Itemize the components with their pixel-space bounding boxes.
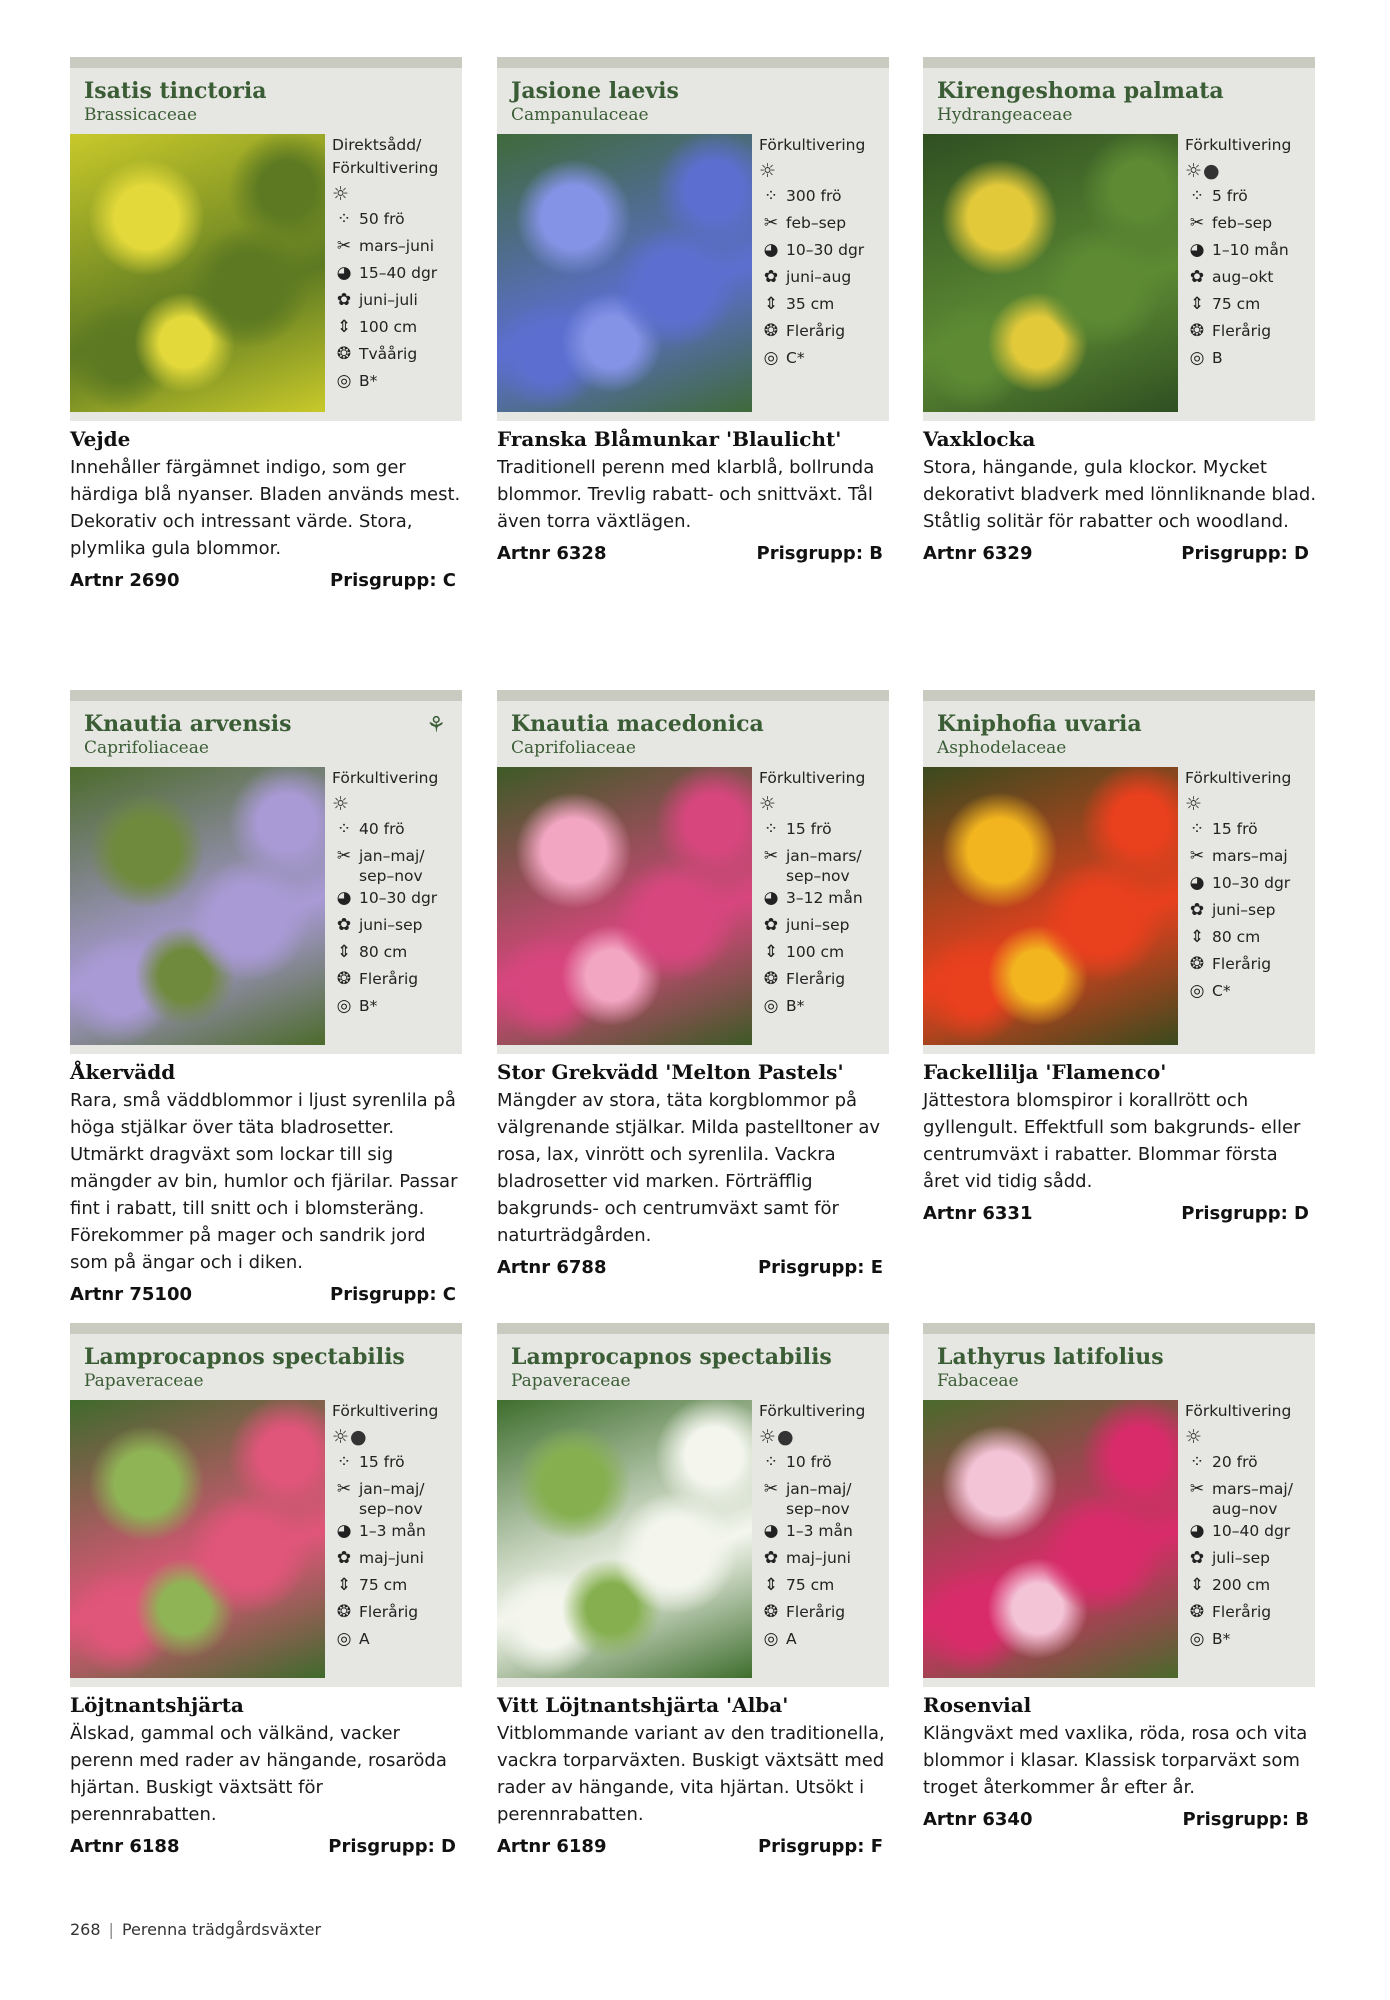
seed-count-icon: ⁘ [1189,1452,1205,1472]
fact-life: ❂ Tvåårig [332,342,460,369]
sowing-period-icon: ✂ [336,236,352,256]
height-icon: ⇕ [1189,294,1205,314]
cultivation-method: Direktsådd/ Förkultivering [332,136,439,177]
lifespan-icon: ❂ [336,344,352,364]
difficulty-icon: ◎ [763,1629,779,1649]
fact-height: ⇕ 100 cm [332,315,460,342]
fact-life: ❂ Flerårig [1185,1600,1313,1627]
difficulty-icon: ◎ [763,348,779,368]
lifespan-icon: ❂ [763,1602,779,1622]
height-icon: ⇕ [1189,1575,1205,1595]
article-number: Artnr 6331 [923,1203,1033,1224]
card-header [497,57,889,421]
light-requirement-icon: ☼ [332,793,351,815]
bloom-period-icon: ✿ [763,915,779,935]
bee-plant-icon: ⚘ [426,713,446,738]
price-group: Prisgrupp: B [1182,1809,1309,1830]
fact-life: ❂ Flerårig [1185,952,1313,979]
plant-photo [923,1400,1178,1678]
sowing-period-icon: ✂ [763,1479,779,1499]
description: Traditionell perenn med klarblå, bollrunda blommor. Trevlig rabatt- och snittväxt. Tål även torra växtlägen. [497,457,875,532]
card-header [923,57,1315,421]
family-name: Asphodelaceae [937,738,1067,758]
fact-seeds: ⁘ 300 frö [759,184,887,211]
bloom-period-icon: ✿ [336,290,352,310]
bloom-period-icon: ✿ [1189,900,1205,920]
height-icon: ⇕ [763,294,779,314]
family-name: Caprifoliaceae [84,738,209,758]
seed-count-icon: ⁘ [1189,186,1205,206]
fact-difficulty: ◎ C* [1185,979,1313,1006]
difficulty-icon: ◎ [336,996,352,1016]
height-icon: ⇕ [336,1575,352,1595]
latin-name: Isatis tinctoria [84,78,267,104]
lifespan-icon: ❂ [336,969,352,989]
light-requirement-icon: ☼● [332,1426,368,1448]
article-number: Artnr 75100 [70,1284,192,1305]
bloom-period-icon: ✿ [763,1548,779,1568]
fact-bloom: ✿ juni–juli [332,288,460,315]
fact-germ: ◕ 10–30 dgr [332,886,460,913]
germination-icon: ◕ [1189,1521,1205,1541]
product-card [497,1323,889,1857]
swedish-name: Åkervädd [70,1060,176,1084]
light-requirement-icon: ☼ [1185,793,1204,815]
difficulty-icon: ◎ [336,371,352,391]
price-group: Prisgrupp: F [757,1836,883,1857]
fact-sow: ✂ mars–maj [1185,844,1313,871]
card-header [497,1323,889,1687]
fact-seeds: ⁘ 15 frö [332,1450,460,1477]
fact-germ: ◕ 10–30 dgr [759,238,887,265]
price-group: Prisgrupp: D [1181,543,1309,564]
product-card [923,690,1315,1224]
lifespan-icon: ❂ [336,1602,352,1622]
page-footer [70,1920,321,1939]
plant-photo [70,1400,325,1678]
latin-name: Kniphofia uvaria [937,711,1142,737]
fact-height: ⇕ 35 cm [759,292,887,319]
latin-name: Jasione laevis [511,78,679,104]
latin-name: Knautia arvensis [84,711,292,737]
fact-height: ⇕ 80 cm [332,940,460,967]
fact-life: ❂ Flerårig [332,967,460,994]
card-header [497,690,889,1054]
fact-life: ❂ Flerårig [1185,319,1313,346]
plant-photo [923,767,1178,1045]
fact-bloom: ✿ maj–juni [759,1546,887,1573]
sowing-period-icon: ✂ [763,846,779,866]
fact-height: ⇕ 80 cm [1185,925,1313,952]
plant-photo [497,1400,752,1678]
fact-life: ❂ Flerårig [759,1600,887,1627]
article-number: Artnr 6340 [923,1809,1033,1830]
description: Vitblommande variant av den traditionella, vackra torparväxten. Buskigt växtsätt med rader av hängande, vita hjärtan. Utsökt i perennrabatten. [497,1723,885,1825]
fact-difficulty: ◎ B* [332,994,460,1021]
cultivation-method: Förkultivering [1185,769,1292,787]
description: Stora, hängande, gula klockor. Mycket dekorativt bladverk med lönnliknande blad. Ståtlig solitär för rabatter och woodland. [923,457,1317,532]
product-card [497,690,889,1278]
fact-life: ❂ Flerårig [332,1600,460,1627]
fact-difficulty: ◎ B* [1185,1627,1313,1654]
description: Mängder av stora, täta korgblommor på välgrenande stjälkar. Milda pastelltoner av rosa, lax, vinrött och syrenlila. Vackra bladrosetter vid marken. Förträfflig bakgrunds- och centrumväxt samt för naturträdgården. [497,1090,881,1246]
fact-difficulty: ◎ A [759,1627,887,1654]
swedish-name: Franska Blåmunkar 'Blaulicht' [497,427,842,451]
fact-seeds: ⁘ 50 frö [332,207,460,234]
bloom-period-icon: ✿ [1189,267,1205,287]
lifespan-icon: ❂ [1189,321,1205,341]
fact-bloom: ✿ juni–sep [759,913,887,940]
fact-bloom: ✿ juni–sep [332,913,460,940]
swedish-name: Vejde [70,427,131,451]
germination-icon: ◕ [1189,240,1205,260]
fact-life: ❂ Flerårig [759,967,887,994]
fact-bloom: ✿ aug–okt [1185,265,1313,292]
description: Rara, små väddblommor i ljust syrenlila på höga stjälkar över täta bladrosetter. Utmärkt dragväxt som lockar till sig mängder av bin, humlor och fjärilar. Passar fint i rabatt, till snitt och i blomsteräng. Förekommer på mager och sandrik jord som på ängar och i diken. [70,1090,458,1273]
fact-seeds: ⁘ 15 frö [1185,817,1313,844]
fact-sow: ✂ feb–sep [759,211,887,238]
latin-name: Lamprocapnos spectabilis [511,1344,832,1370]
card-header [923,1323,1315,1687]
family-name: Papaveraceae [511,1371,631,1391]
sowing-period-icon: ✂ [336,846,352,866]
fact-difficulty: ◎ C* [759,346,887,373]
fact-height: ⇕ 75 cm [759,1573,887,1600]
fact-bloom: ✿ juni–sep [1185,898,1313,925]
cultivation-facts [759,767,887,1021]
light-requirement-icon: ☼ [759,793,778,815]
fact-sow: ✂ feb–sep [1185,211,1313,238]
fact-seeds: ⁘ 5 frö [1185,184,1313,211]
lifespan-icon: ❂ [1189,1602,1205,1622]
cultivation-facts [1185,134,1313,373]
bloom-period-icon: ✿ [336,915,352,935]
sowing-period-icon: ✂ [1189,1479,1205,1499]
cultivation-facts [1185,1400,1313,1654]
cultivation-method: Förkultivering [759,1402,866,1420]
fact-seeds: ⁘ 40 frö [332,817,460,844]
latin-name: Kirengeshoma palmata [937,78,1224,104]
fact-life: ❂ Flerårig [759,319,887,346]
description: Jättestora blomspiror i korallrött och gyllengult. Effektfull som bakgrunds- eller centrumväxt i rabatter. Blommar första året vid tidig sådd. [923,1090,1301,1192]
fact-sow: ✂ mars–juni [332,234,460,261]
sowing-period-icon: ✂ [336,1479,352,1499]
cultivation-method: Förkultivering [332,1402,439,1420]
light-requirement-icon: ☼● [1185,160,1221,182]
seed-count-icon: ⁘ [336,1452,352,1472]
germination-icon: ◕ [763,1521,779,1541]
cultivation-facts [759,1400,887,1654]
difficulty-icon: ◎ [1189,1629,1205,1649]
fact-difficulty: ◎ A [332,1627,460,1654]
product-card [70,57,462,591]
section-title: Perenna trädgårdsväxter [121,1920,322,1939]
cultivation-facts [332,767,460,1021]
bloom-period-icon: ✿ [763,267,779,287]
light-requirement-icon: ☼● [759,1426,795,1448]
latin-name: Lathyrus latifolius [937,1344,1164,1370]
difficulty-icon: ◎ [1189,348,1205,368]
fact-bloom: ✿ juni–aug [759,265,887,292]
swedish-name: Vitt Löjtnantshjärta 'Alba' [497,1693,789,1717]
family-name: Fabaceae [937,1371,1019,1391]
family-name: Brassicaceae [84,105,198,125]
fact-height: ⇕ 75 cm [1185,292,1313,319]
fact-bloom: ✿ maj–juni [332,1546,460,1573]
article-number: Artnr 6329 [923,543,1033,564]
fact-sow: ✂ jan–mars/ sep–nov [759,844,887,886]
article-number: Artnr 6188 [70,1836,180,1857]
plant-photo [70,767,325,1045]
cultivation-method: Förkultivering [759,769,866,787]
fact-germ: ◕ 1–10 mån [1185,238,1313,265]
price-group: Prisgrupp: D [328,1836,456,1857]
seed-count-icon: ⁘ [763,186,779,206]
seed-count-icon: ⁘ [1189,819,1205,839]
fact-sow: ✂ mars–maj/ aug–nov [1185,1477,1313,1519]
product-card [70,690,462,1305]
sowing-period-icon: ✂ [763,213,779,233]
card-header [70,1323,462,1687]
fact-germ: ◕ 1–3 mån [759,1519,887,1546]
page-number: 268 [70,1920,101,1939]
footer-divider: | [108,1920,114,1939]
article-number: Artnr 6328 [497,543,607,564]
family-name: Hydrangeaceae [937,105,1073,125]
seed-count-icon: ⁘ [336,819,352,839]
seed-count-icon: ⁘ [763,819,779,839]
height-icon: ⇕ [336,942,352,962]
description: Innehåller färgämnet indigo, som ger härdiga blå nyanser. Bladen används mest. Dekorativ och intressant värde. Stora, plymlika gula blommor. [70,457,461,559]
difficulty-icon: ◎ [336,1629,352,1649]
swedish-name: Fackellilja 'Flamenco' [923,1060,1167,1084]
cultivation-method: Förkultivering [332,769,439,787]
fact-sow: ✂ jan–maj/ sep–nov [759,1477,887,1519]
germination-icon: ◕ [336,263,352,283]
plant-photo [70,134,325,412]
cultivation-method: Förkultivering [1185,1402,1292,1420]
height-icon: ⇕ [763,942,779,962]
seed-count-icon: ⁘ [763,1452,779,1472]
difficulty-icon: ◎ [763,996,779,1016]
price-group: Prisgrupp: E [757,1257,883,1278]
height-icon: ⇕ [763,1575,779,1595]
sowing-period-icon: ✂ [1189,213,1205,233]
product-card [923,57,1317,564]
price-group: Prisgrupp: C [330,1284,456,1305]
fact-difficulty: ◎ B* [332,369,460,396]
fact-difficulty: ◎ B* [759,994,887,1021]
germination-icon: ◕ [763,888,779,908]
seed-count-icon: ⁘ [336,209,352,229]
fact-difficulty: ◎ B [1185,346,1313,373]
product-card [923,1323,1315,1830]
germination-icon: ◕ [1189,873,1205,893]
cultivation-facts [332,1400,460,1654]
height-icon: ⇕ [336,317,352,337]
price-group: Prisgrupp: C [330,570,456,591]
sowing-period-icon: ✂ [1189,846,1205,866]
fact-germ: ◕ 10–40 dgr [1185,1519,1313,1546]
fact-germ: ◕ 10–30 dgr [1185,871,1313,898]
fact-seeds: ⁘ 15 frö [759,817,887,844]
light-requirement-icon: ☼ [759,160,778,182]
card-header [923,690,1315,1054]
fact-height: ⇕ 75 cm [332,1573,460,1600]
product-card [497,57,889,564]
cultivation-facts [759,134,887,373]
family-name: Caprifoliaceae [511,738,636,758]
light-requirement-icon: ☼ [1185,1426,1204,1448]
cultivation-facts [1185,767,1313,1006]
bloom-period-icon: ✿ [336,1548,352,1568]
fact-seeds: ⁘ 10 frö [759,1450,887,1477]
latin-name: Knautia macedonica [511,711,764,737]
lifespan-icon: ❂ [1189,954,1205,974]
swedish-name: Rosenvial [923,1693,1032,1717]
product-card [70,1323,462,1857]
plant-photo [497,767,752,1045]
article-number: Artnr 6189 [497,1836,607,1857]
cultivation-method: Förkultivering [759,136,866,154]
cultivation-method: Förkultivering [1185,136,1292,154]
difficulty-icon: ◎ [1189,981,1205,1001]
price-group: Prisgrupp: B [756,543,883,564]
lifespan-icon: ❂ [763,321,779,341]
fact-germ: ◕ 3–12 mån [759,886,887,913]
latin-name: Lamprocapnos spectabilis [84,1344,405,1370]
height-icon: ⇕ [1189,927,1205,947]
lifespan-icon: ❂ [763,969,779,989]
germination-icon: ◕ [336,1521,352,1541]
price-group: Prisgrupp: D [1181,1203,1309,1224]
light-requirement-icon: ☼ [332,183,351,205]
cultivation-facts [332,134,460,396]
germination-icon: ◕ [763,240,779,260]
swedish-name: Vaxklocka [923,427,1036,451]
family-name: Campanulaceae [511,105,649,125]
swedish-name: Stor Grekvädd 'Melton Pastels' [497,1060,844,1084]
fact-germ: ◕ 1–3 mån [332,1519,460,1546]
fact-height: ⇕ 200 cm [1185,1573,1313,1600]
plant-photo [497,134,752,412]
fact-sow: ✂ jan–maj/ sep–nov [332,844,460,886]
swedish-name: Löjtnantshjärta [70,1693,244,1717]
fact-bloom: ✿ juli–sep [1185,1546,1313,1573]
fact-sow: ✂ jan–maj/ sep–nov [332,1477,460,1519]
article-number: Artnr 2690 [70,570,180,591]
card-header [70,57,462,421]
fact-height: ⇕ 100 cm [759,940,887,967]
bloom-period-icon: ✿ [1189,1548,1205,1568]
family-name: Papaveraceae [84,1371,204,1391]
fact-seeds: ⁘ 20 frö [1185,1450,1313,1477]
germination-icon: ◕ [336,888,352,908]
fact-germ: ◕ 15–40 dgr [332,261,460,288]
card-header [70,690,462,1054]
article-number: Artnr 6788 [497,1257,607,1278]
description: Älskad, gammal och välkänd, vacker perenn med rader av hängande, rosaröda hjärtan. Buskigt växtsätt för perennrabatten. [70,1723,447,1825]
description: Klängväxt med vaxlika, röda, rosa och vita blommor i klasar. Klassisk torparväxt som troget återkommer år efter år. [923,1723,1308,1798]
plant-photo [923,134,1178,412]
